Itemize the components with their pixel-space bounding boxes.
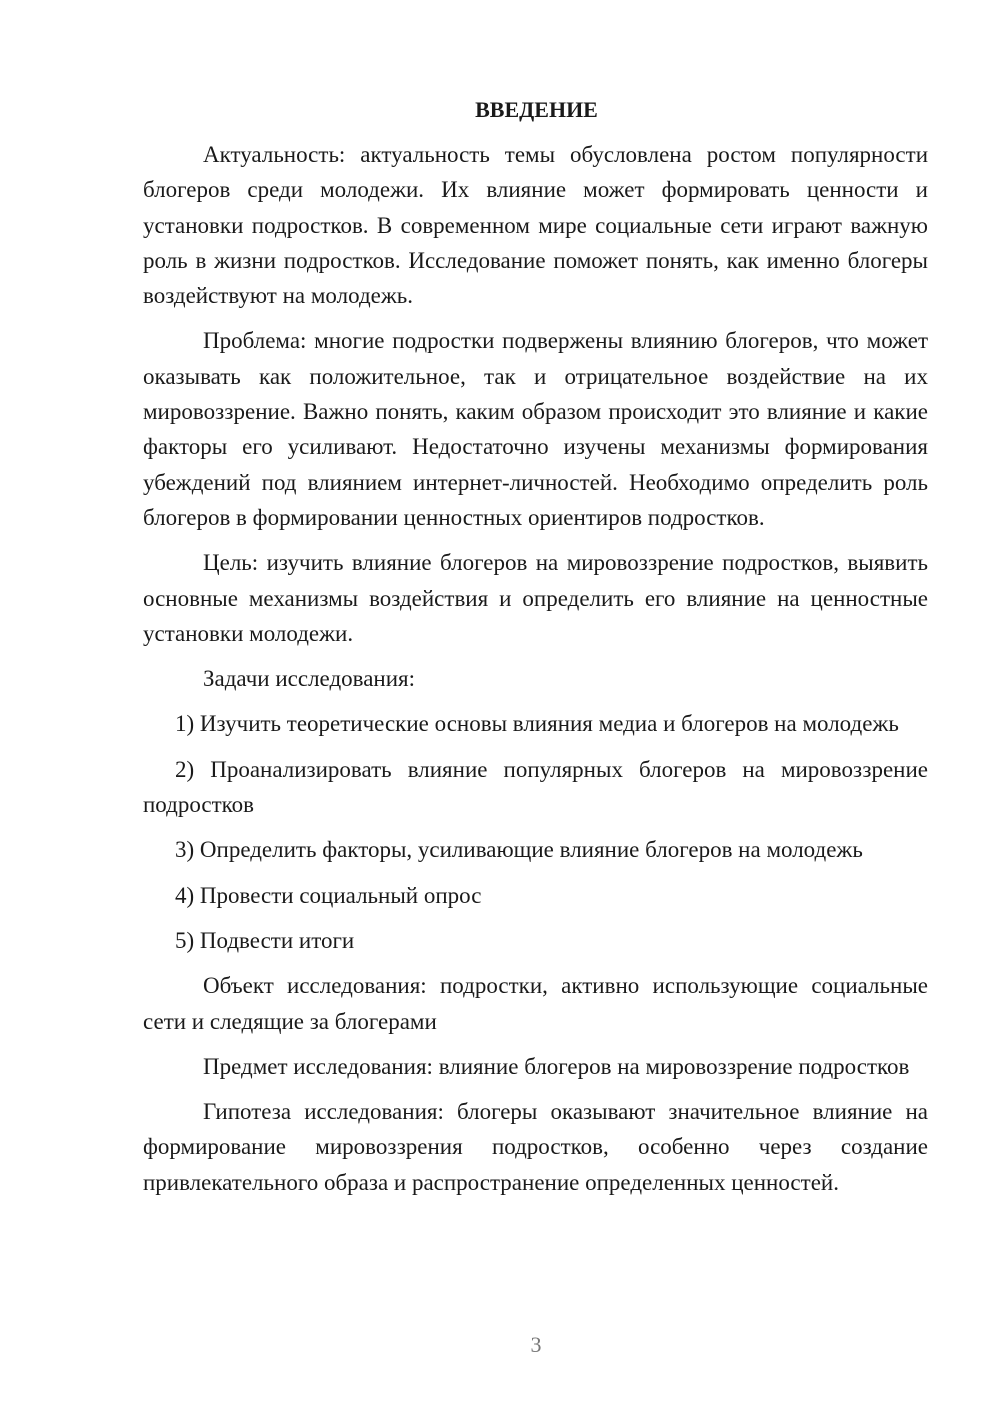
subject-paragraph: Предмет исследования: влияние блогеров на мировоззрение подростков — [203, 1053, 910, 1079]
task-item-4: 4) Провести социальный опрос — [175, 882, 482, 908]
goal-paragraph: Цель: изучить влияние блогеров на мировоззрение подростков, выявить основные механизмы воздействия и определить его влияние на ценностные установки молодежи. — [143, 550, 928, 646]
page-number: 3 — [530, 1332, 542, 1357]
task-item-5: 5) Подвести итоги — [175, 927, 355, 953]
relevance-paragraph: Актуальность: актуальность темы обусловлена ростом популярности блогеров среди молодежи. Их влияние может формировать ценности и установки подростков. В современном мире социальные сети играют важную роль в жизни подростков. Исследование поможет понять, как именно блогеры воздействуют на молодежь. — [143, 142, 928, 309]
problem-paragraph: Проблема: многие подростки подвержены влиянию блогеров, что может оказывать как положительное, так и отрицательное воздействие на их мировоззрение. Важно понять, каким образом происходит это влияние и какие факторы его усиливают. Недостаточно изучены механизмы формирования убеждений под влиянием интернет-личностей. Необходимо определить роль блогеров в формировании ценностных ориентиров подростков. — [143, 328, 928, 530]
object-paragraph: Объект исследования: подростки, активно использующие социальные сети и следящие за блогерами — [143, 973, 928, 1034]
task-item-2: 2) Проанализировать влияние популярных блогеров на мировоззрение подростков — [143, 756, 928, 818]
hypothesis-paragraph: Гипотеза исследования: блогеры оказывают значительное влияние на формирование мировоззрения подростков, особенно через создание привлекательного образа и распространение определенных ценностей. — [143, 1099, 928, 1195]
tasks-heading: Задачи исследования: — [203, 666, 416, 692]
task-item-3: 3) Определить факторы, усиливающие влияние блогеров на молодежь — [175, 837, 863, 863]
task-item-1: 1) Изучить теоретические основы влияния медиа и блогеров на молодежь — [175, 711, 899, 737]
page-content — [143, 92, 928, 1210]
page-title: ВВЕДЕНИЕ — [475, 97, 598, 122]
